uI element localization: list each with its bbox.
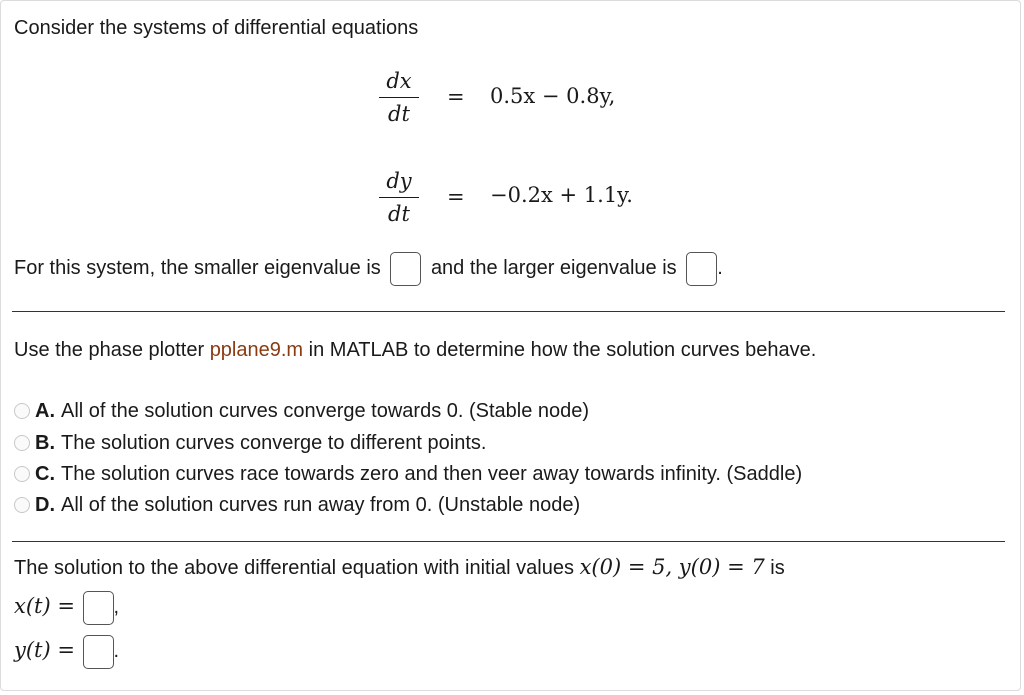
- fraction-numerator: dx: [386, 69, 412, 93]
- option-b[interactable]: [14, 429, 486, 457]
- equals-sign: =: [447, 185, 465, 209]
- eigenvalue-sentence: [14, 251, 723, 286]
- y-of-t-label: y(t) =: [14, 638, 75, 662]
- y-suffix: .: [113, 640, 120, 662]
- radio-button[interactable]: [14, 497, 30, 513]
- fraction-denominator: dt: [388, 102, 410, 126]
- option-text: All of the solution curves converge towards 0. (Stable node): [61, 399, 590, 422]
- fraction-dy-dt: [379, 168, 419, 227]
- x-solution-row: [14, 589, 119, 625]
- y-solution-row: [14, 633, 119, 669]
- equals-sign: =: [447, 85, 465, 109]
- divider: [12, 541, 1005, 542]
- option-d[interactable]: [14, 491, 580, 519]
- y-solution-input[interactable]: [83, 635, 114, 669]
- pplane-link[interactable]: pplane9.m: [209, 339, 304, 361]
- option-text: The solution curves converge to different points.: [61, 431, 487, 454]
- equation-2-rhs: −0.2x + 1.1y.: [490, 183, 633, 207]
- option-letter: C.: [35, 462, 55, 485]
- solution-text-after: is: [770, 557, 785, 579]
- radio-button[interactable]: [14, 466, 30, 482]
- equation-1-rhs: 0.5x − 0.8y,: [490, 84, 616, 108]
- smaller-eigenvalue-input[interactable]: [390, 252, 421, 286]
- option-letter: B.: [35, 431, 55, 454]
- option-a[interactable]: [14, 397, 589, 425]
- solution-text-before: The solution to the above differential equation with initial values: [14, 557, 574, 579]
- phase-text-before: Use the phase plotter: [14, 339, 205, 361]
- solution-sentence: [14, 555, 785, 580]
- phase-text-after: in MATLAB to determine how the solution curves behave.: [308, 339, 817, 361]
- x-solution-input[interactable]: [83, 591, 114, 625]
- fraction-bar: [379, 197, 419, 198]
- radio-button[interactable]: [14, 403, 30, 419]
- phase-plotter-sentence: [14, 339, 816, 362]
- eigen-text-middle: and the larger eigenvalue is: [430, 257, 677, 279]
- larger-eigenvalue-input[interactable]: [686, 252, 717, 286]
- option-text: All of the solution curves run away from 0. (Unstable node): [61, 493, 581, 516]
- option-c[interactable]: [14, 460, 802, 488]
- option-letter: A.: [35, 399, 55, 422]
- radio-button[interactable]: [14, 435, 30, 451]
- intro-text: Consider the systems of differential equations: [14, 17, 419, 39]
- x-of-t-label: x(t) =: [14, 594, 75, 618]
- divider: [12, 311, 1005, 312]
- initial-values: x(0) = 5, y(0) = 7: [579, 555, 765, 579]
- fraction-dx-dt: [379, 68, 419, 127]
- fraction-denominator: dt: [388, 202, 410, 226]
- option-text: The solution curves race towards zero and then veer away towards infinity. (Saddle): [61, 462, 803, 485]
- eigen-text-before: For this system, the smaller eigenvalue is: [14, 257, 381, 279]
- option-letter: D.: [35, 493, 55, 516]
- eigen-text-after: .: [717, 257, 723, 279]
- fraction-numerator: dy: [386, 169, 412, 193]
- fraction-bar: [379, 97, 419, 98]
- x-suffix: ,: [113, 596, 120, 618]
